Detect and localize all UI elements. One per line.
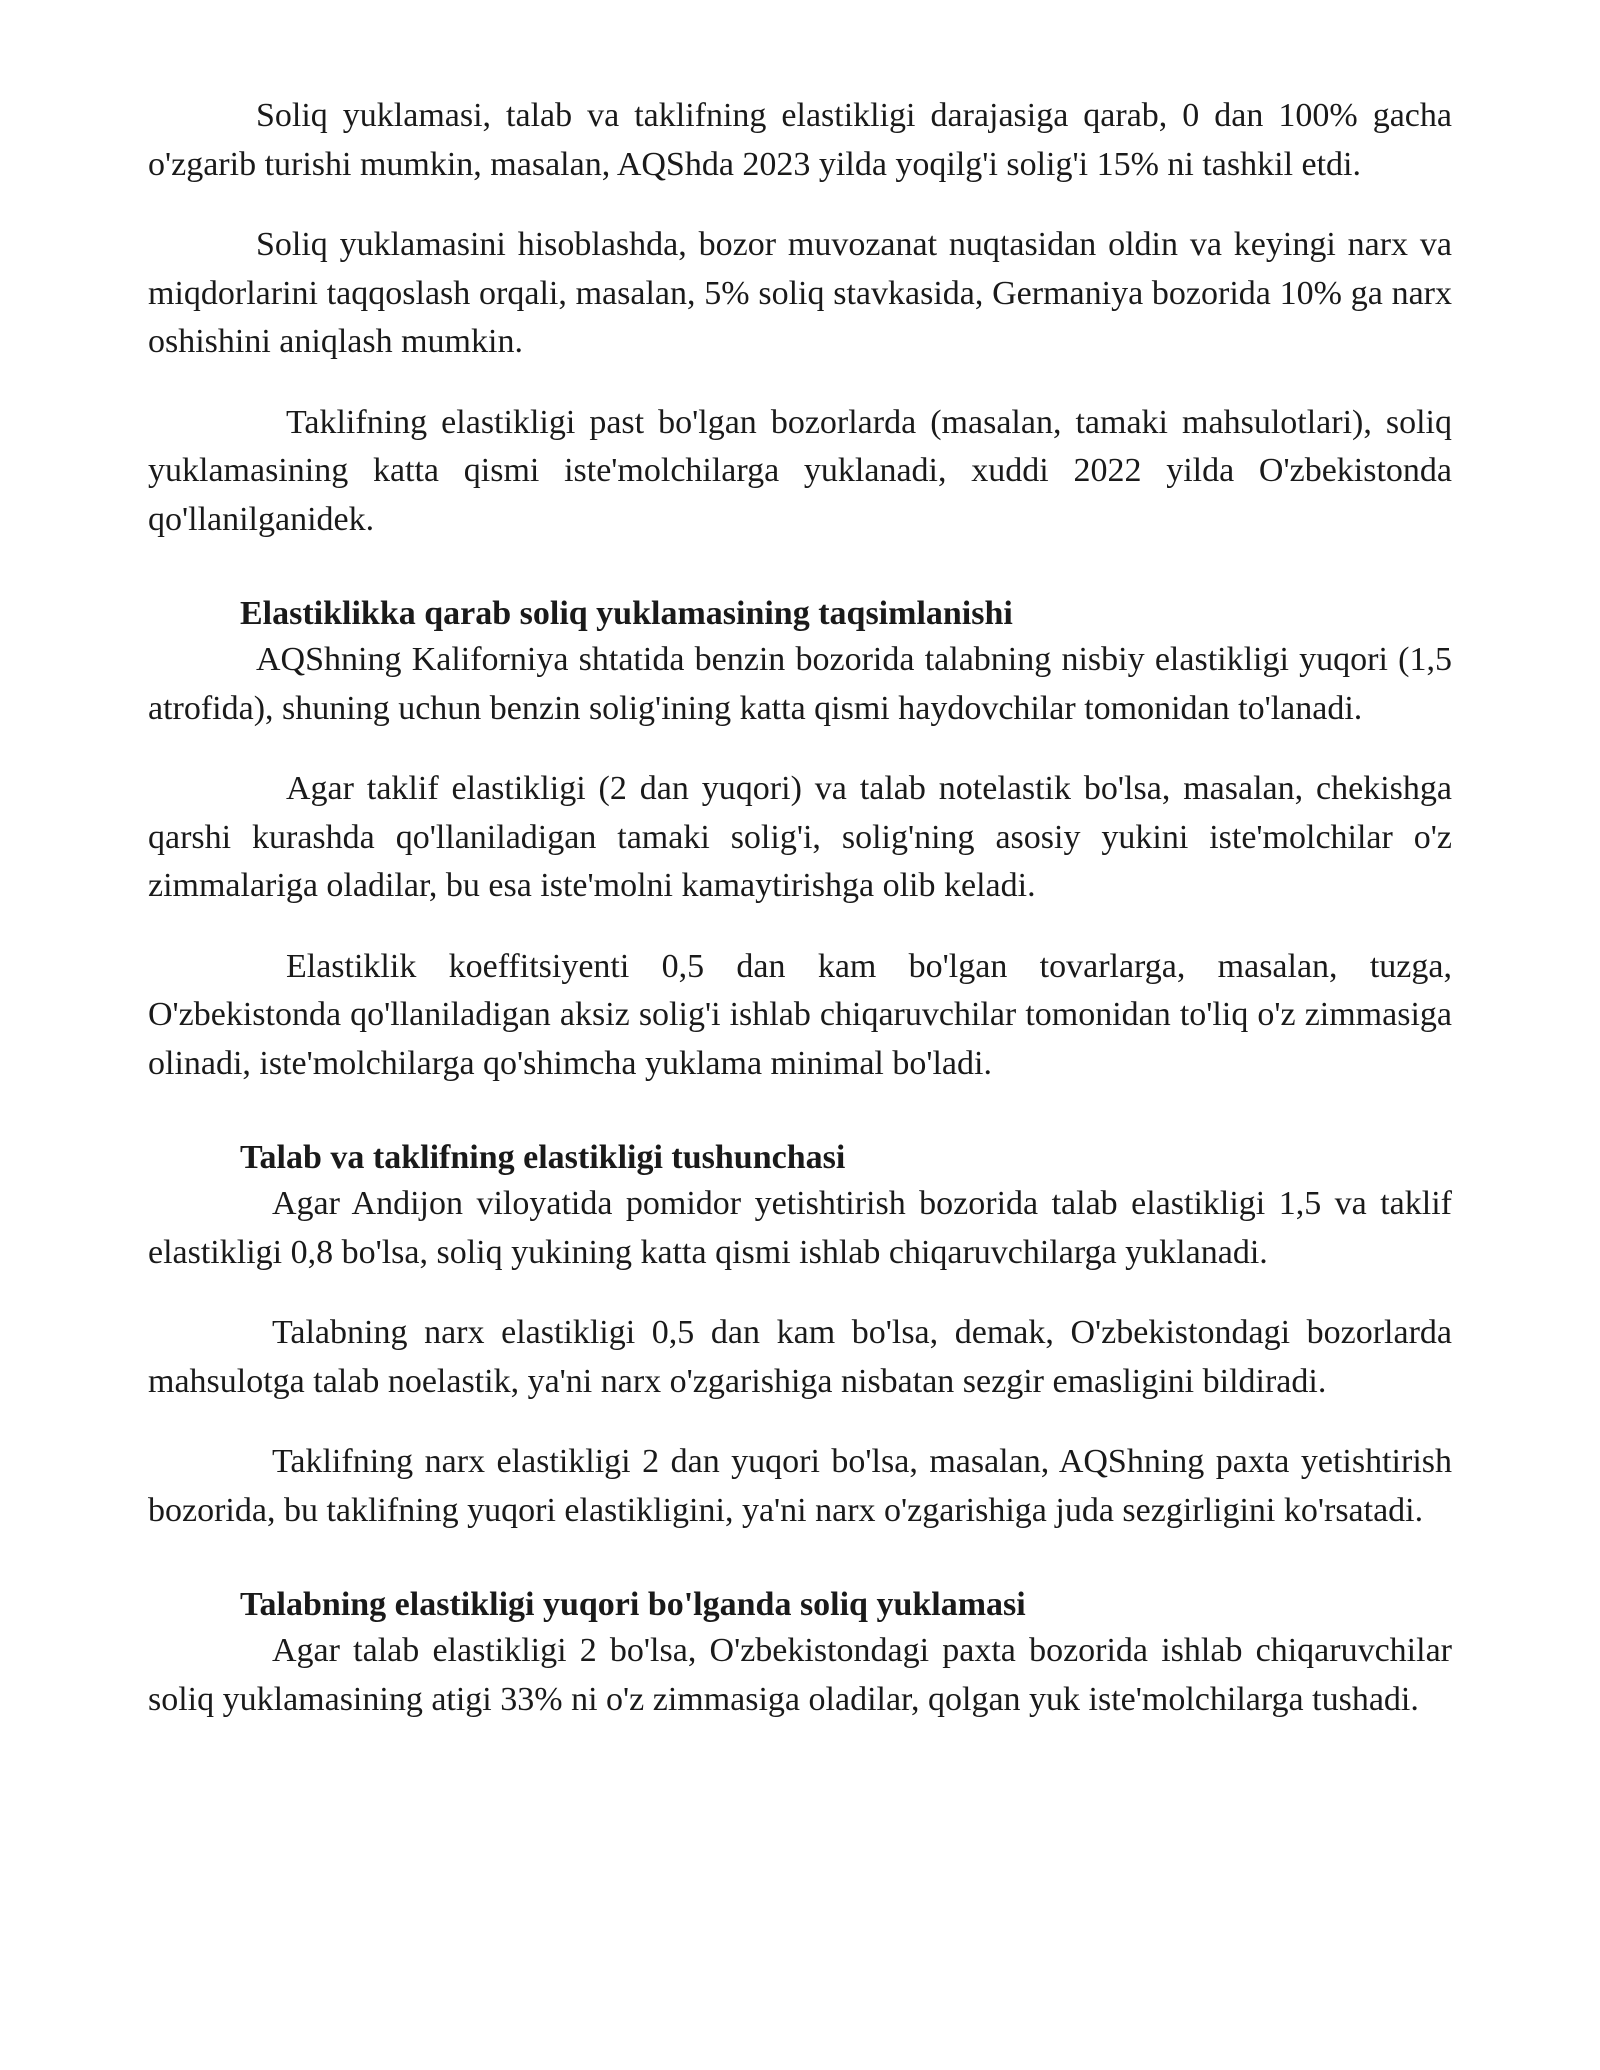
paragraph-8: Talabning narx elastikligi 0,5 dan kam bo'lsa, demak, O'zbekistondagi bozorlarda mahsulotga talab noelastik, ya'ni narx o'zgarishiga nisbatan sezgir emasligini bildiradi.	[148, 1314, 1452, 1400]
paragraph-7: Agar Andijon viloyatida pomidor yetishtirish bozorida talab elastikligi 1,5 va taklif elastikligi 0,8 bo'lsa, soliq yukining katta qismi ishlab chiqaruvchilarga yuklanadi.	[148, 1185, 1452, 1271]
section-heading-2: Talab va taklifning elastikligi tushunchasi	[240, 1139, 846, 1176]
paragraph-9: Taklifning narx elastikligi 2 dan yuqori bo'lsa, masalan, AQShning paxta yetishtirish bozorida, bu taklifning yuqori elastikligini, ya'ni narx o'zgarishiga juda sezgirligini ko'rsatadi.	[148, 1443, 1452, 1529]
section-heading-1: Elastiklikka qarab soliq yuklamasining taqsimlanishi	[240, 595, 1013, 632]
paragraph-10: Agar talab elastikligi 2 bo'lsa, O'zbekistondagi paxta bozorida ishlab chiqaruvchilar soliq yuklamasining atigi 33% ni o'z zimmasiga oladilar, qolgan yuk iste'molchilarga tushadi.	[148, 1632, 1452, 1718]
paragraph-6: Elastiklik koeffitsiyenti 0,5 dan kam bo'lgan tovarlarga, masalan, tuzga, O'zbekistonda qo'llaniladigan aksiz solig'i ishlab chiqaruvchilar tomonidan to'liq o'z zimmasiga olinadi, iste'molchilarga qo'shimcha yuklama minimal bo'ladi.	[148, 947, 1452, 1082]
paragraph-4: AQShning Kaliforniya shtatida benzin bozorida talabning nisbiy elastikligi yuqori (1,5 atrofida), shuning uchun benzin solig'ining katta qismi haydovchilar tomonidan to'lanadi.	[148, 641, 1452, 727]
document-page	[148, 92, 1452, 1724]
paragraph-2: Soliq yuklamasini hisoblashda, bozor muvozanat nuqtasidan oldin va keyingi narx va miqdorlarini taqqoslash orqali, masalan, 5% soliq stavkasida, Germaniya bozorida 10% ga narx oshishini aniqlash mumkin.	[148, 226, 1452, 360]
paragraph-5: Agar taklif elastikligi (2 dan yuqori) va talab notelastik bo'lsa, masalan, chekishga qarshi kurashda qo'llaniladigan tamaki solig'i, solig'ning asosiy yukini iste'molchilar o'z zimmalariga oladilar, bu esa iste'molni kamaytirishga olib keladi.	[148, 770, 1452, 904]
section-heading-3: Talabning elastikligi yuqori bo'lganda soliq yuklamasi	[240, 1586, 1026, 1623]
paragraph-1: Soliq yuklamasi, talab va taklifning elastikligi darajasiga qarab, 0 dan 100% gacha o'zgarib turishi mumkin, masalan, AQShda 2023 yilda yoqilg'i solig'i 15% ni tashkil etdi.	[148, 97, 1452, 183]
paragraph-3: Taklifning elastikligi past bo'lgan bozorlarda (masalan, tamaki mahsulotlari), soliq yuklamasining katta qismi iste'molchilarga yuklanadi, xuddi 2022 yilda O'zbekistonda qo'llanilganidek.	[148, 403, 1452, 538]
